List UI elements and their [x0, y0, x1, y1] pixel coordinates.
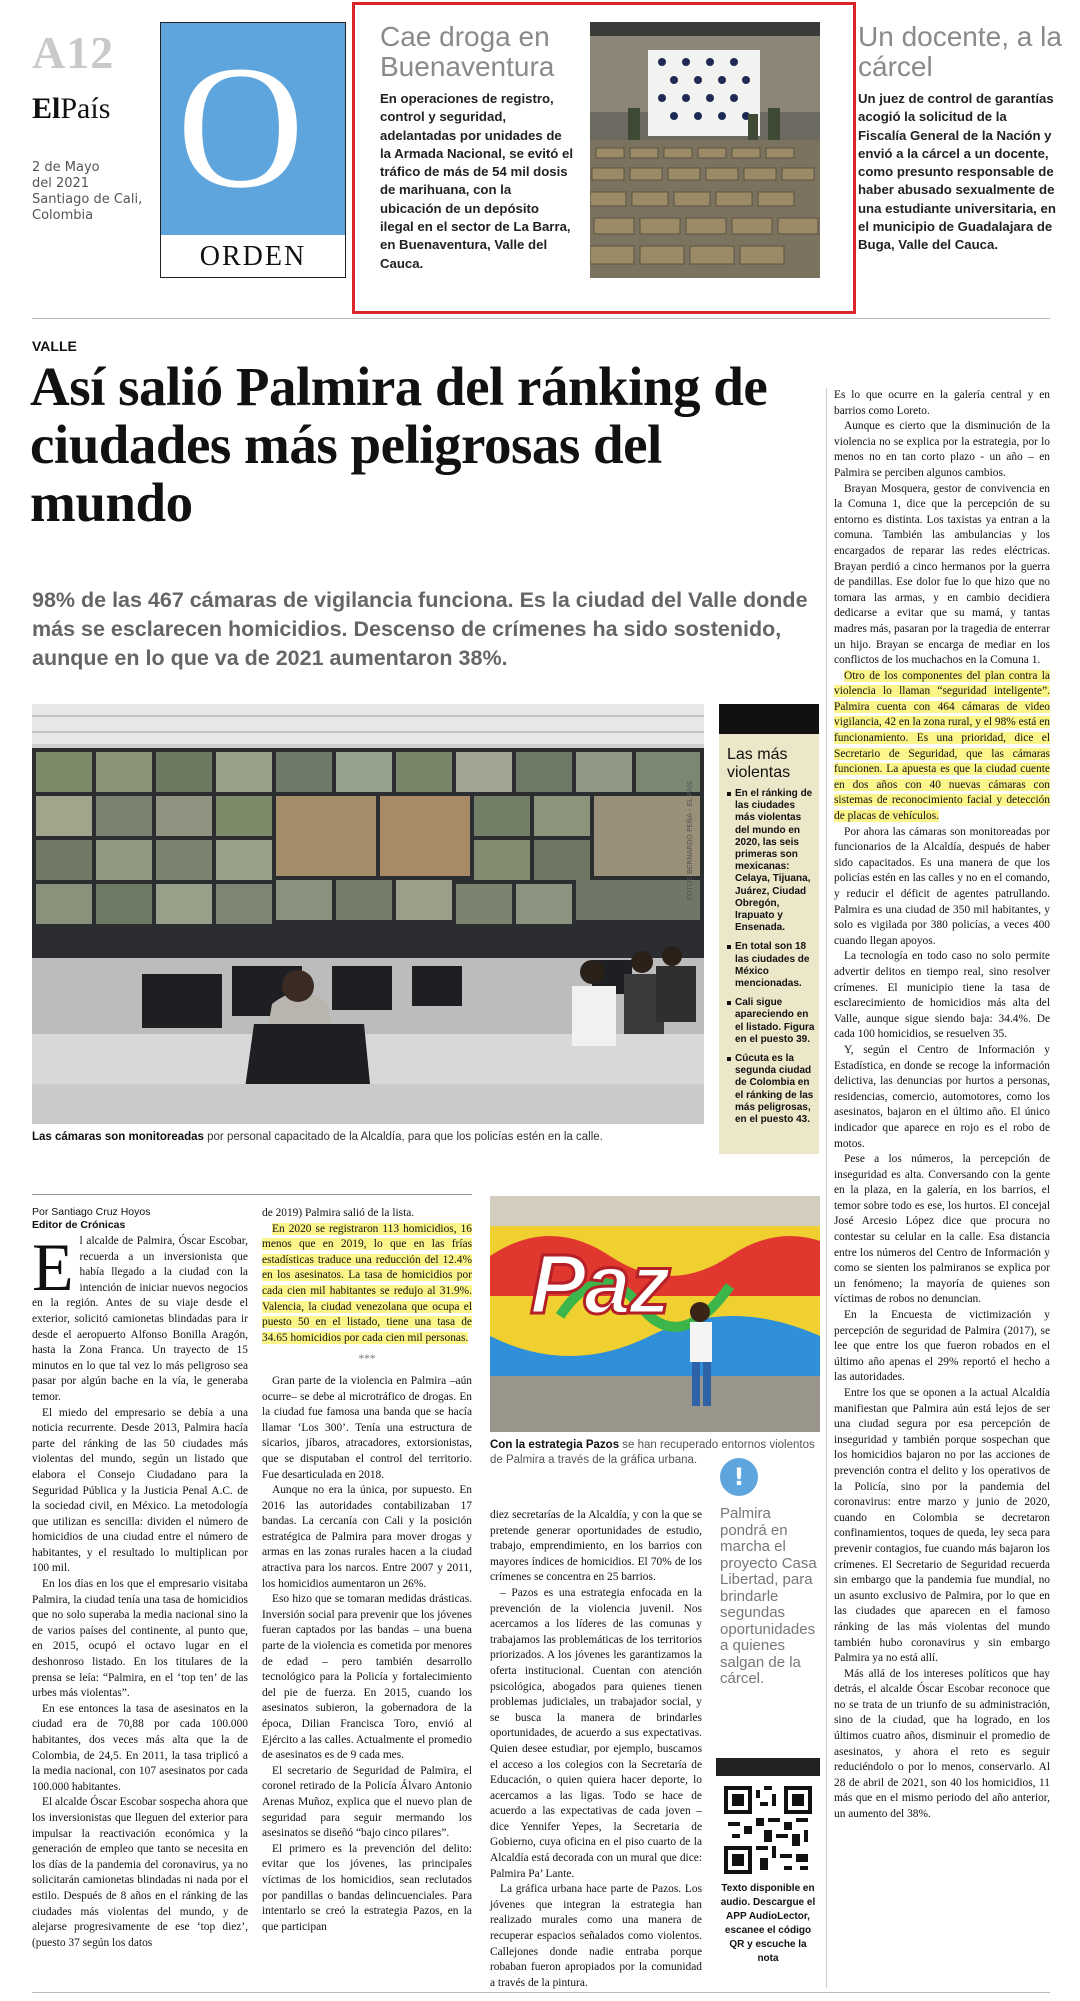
paragraph — [262, 1222, 472, 1347]
byline-role: Editor de Crónicas — [32, 1219, 126, 1231]
sidebar-item: Cúcuta es la segunda ciudad de Colombia en el ránking de las más peligrosas, en el puesto 43. — [727, 1053, 817, 1126]
separator: *** — [358, 1353, 376, 1366]
caption-text: se han recuperado entornos violentos de Palmira a través de la gráfica urbana. — [490, 1439, 815, 1466]
article-kicker: VALLE — [32, 338, 77, 354]
brief-title: Cae droga en Buenaventura — [380, 21, 555, 82]
brief-body: En operaciones de registro, control y seguridad, adelantadas por unidades de la Armada Nacional, se evitó el tráfico de más de 54 mil dosis de marihuana, con la ubicación de un depósito ilegal en el sector de La Barra, en Buenaventura, Valle del Cauca. — [380, 91, 574, 271]
drop-cap: E — [32, 1229, 74, 1305]
paragraph: El alcalde Óscar Escobar sospecha ahora que los inversionistas que lleguen del exterior para impulsar la reactivación económica y la generación de empleo que tanto se necesita en los días de la pandemia del coronavirus, ya no solicitarán camionetas blindadas ni nada por el estilo. Después de 8 años en el ránking de las ciudades más violentas del mundo, y de alejarse progresivamente de ese ‘top diez’, (puesto 37 según los datos — [32, 1796, 248, 1949]
paragraph: En los días en los que el empresario visitaba Palmira, la ciudad tenía una tasa de homicidios que no solo superaba la media nacional sino la de varios países del continente, al punto que, en 2015, ocupó el octavo lugar en el deshonroso listado. En los titulares de la prensa se leía: “Palmira, en el ‘top ten’ de las urbes más violentas”. — [32, 1578, 248, 1700]
dateline — [32, 160, 152, 224]
audio-qr-box — [716, 1758, 820, 1986]
caption-lead: Las cámaras son monitoreadas — [32, 1131, 204, 1143]
date-line: Colombia — [32, 208, 94, 223]
qr-instructions: Texto disponible en audio. Descargue el APP AudioLector, escanee el código QR y escuche la nota — [720, 1883, 816, 1964]
stats-sidebar — [719, 704, 819, 1154]
brief-title: Un docente, a la cárcel — [858, 21, 1062, 82]
paragraph: En la Encuesta de victimización y percepción de seguridad de Palmira (2017), se lee que entre los que fueron robados en el último año apenas el 29% reportó el hecho a las autoridades. — [834, 1309, 1050, 1384]
newspaper-logo — [32, 92, 110, 126]
paragraph: Eso hizo que se tomaran medidas drásticas. Inversión social para prevenir que los jóvenes fueran captados por las bandas – una buena parte de la violencia es cometida por menores de edad – pero también desarrollo tecnológico para la Policía y fortalecimiento del pie de fuerza. En 2015, cuando los asesinatos subieron, la gobernadora de la época, Dilian Francisca Toro, envió al Ejército a las calles. Actualmente el promedio de asesinatos es de 9 cada mes. — [262, 1593, 472, 1762]
pull-quote — [716, 1456, 820, 1706]
article-headline: Así salió Palmira del ránking de ciudades más peligrosas del mundo — [30, 356, 768, 533]
paragraph: Gran parte de la violencia en Palmira –aún ocurre– se debe al microtráfico de drogas. En la ciudad fue famosa una banda que se hacía llamar ‘Los 300’. Tenía una estructura de sicarios, jíbaros, atracadores, extorsionistas, que se disputaban el control del territorio. Fue desarticulada en 2018. — [262, 1374, 472, 1481]
sidebar-item: En el ránking de las ciudades más violentas del mundo en 2020, las seis primeras son mexicanas: Celaya, Tijuana, Juárez, Ciudad Obregón, Irapuato y Ensenada. — [727, 788, 817, 934]
paragraph: Aunque no era la única, por supuesto. En 2016 las autoridades contabilizaban 17 bandas. La cercanía con Cali y la posición estratégica de Palmira para mover drogas y armas en las zonas rurales hacen a la ciudad atractiva para los narcos. Entre 2007 y 2011, los homicidios aumentaron un 26%. — [262, 1484, 472, 1590]
footer-divider — [32, 1992, 1050, 1993]
graffiti-word: Paz — [530, 1237, 669, 1331]
paragraph: Brayan Mosquera, gestor de convivencia en la Comuna 1, dice que la percepción de su entorno es distinta. Los taxistas ya entran a la comuna. También las ambulancias y los encargados de reparar las redes eléctricas. Brayan perdió a cinco hermanos por la guerra de pandillas. Ese dolor fue lo que hizo que no tomara las armas, y en cambio decidiera dedicarse a evitar que su mamá, y tantas madres más, pasaran por la tragedia de enterrar un hijo. Brayan se encarga de mediar en los conflictos de los muchachos en la Comuna 1. — [834, 482, 1050, 667]
article-column-3 — [490, 1508, 702, 1991]
date-line: Santiago de Cali, — [32, 192, 143, 207]
paragraph: de 2019) Palmira salió de la lista. — [262, 1207, 415, 1219]
brief-body: Un juez de control de garantías acogió la solicitud de la Fiscalía General de la Nación y envió a la cárcel a un docente, como presunto responsable de haber abusado sexualmente de una estudiante universitaria, en el municipio de Guadalajara de Buga, Valle del Cauca. — [858, 91, 1056, 253]
paragraph: El primero es la prevención del delito: evitar que los jóvenes, las principales víctimas de los homicidios, sean reclutados por pandillas o bandas delincuenciales. Para intentarlo se creó la estrategia Pazos, en la que participan — [262, 1842, 472, 1933]
drug-seizure-photo — [590, 22, 820, 278]
paragraph: Es lo que ocurre en la galería central y en barrios como Loreto. — [834, 389, 1050, 417]
paragraph: Pese a los números, la percepción de inseguridad es alta. Conversando con la gente en la plaza, en la galería, en los barrios, el temor sobre todo es ese, los hurtos. El concejal José Arcesio López dice que procura no contestar su celular en la calle. Esa distancia entre los números del Centro de Información y como se sienten los palmiranos se explica por un fenómeno; la mayoría de quienes son víctimas de robos no denuncian. — [834, 1153, 1050, 1306]
paragraph: Por ahora las cámaras son monitoreadas por funcionarios de la Alcaldía, después de haber sido capacitados. Es una manera de que los policías estén en las calles y no en el comando, y reducir el déficit de agentes patrullando. Palmira es una ciudad de 350 mil habitantes, y solo es vigilada por 380 policías, a veces 400 cuando llegan apoyos. — [834, 825, 1050, 947]
logo-el: El — [32, 92, 61, 125]
article-column-1 — [32, 1229, 248, 1951]
pull-quote-text: Palmira pondrá en marcha el proyecto Casa Libertad, para brindarle segundas oportunidades a quienes salgan de la cárcel. — [720, 1505, 817, 1687]
sidebar-item: Cali sigue apareciendo en el listado. Figura en el puesto 39. — [727, 997, 817, 1046]
photo-caption — [32, 1130, 732, 1145]
qr-code-icon[interactable] — [724, 1786, 812, 1874]
paragraph: El alcalde de Palmira, Óscar Escobar, recuerda a un inversionista que había llegado a la ciudad con la intención de iniciar nuevos negocios en la región. Antes de su viaje desde el exterior, solicitó camionetas blindadas para ir desde el aeropuerto Alfonso Bonilla Aragón, hasta la Zona Franca. Un trayecto de 15 minutos en lo que tal vez lo más peligroso sea pasar por algún bache en la vía, le generaba temor. — [32, 1229, 248, 1403]
paragraph: La tecnología en todo caso no solo permite advertir delitos en tiempo real, sino resolver crímenes. El municipio tiene la tasa de esclarecimiento de homicidios más alta del Valle, aunque sigue siendo baja: 34.4%. De cada 100 homicidios, se resuelven 35. — [834, 950, 1050, 1041]
header-divider — [32, 318, 1050, 319]
article-deck: 98% de las 467 cámaras de vigilancia funciona. Es la ciudad del Valle donde más se esclarecen homicidios. Descenso de crímenes ha sido sostenido, aunque en lo que va de 2021 aumentaron 38%. — [32, 588, 808, 670]
paragraph: La gráfica urbana hace parte de Pazos. Los jóvenes que integran la estrategia han realizado murales como una manera de recuperar espacios señalados como violentos. Callejones donde nadie entraba porque robaban fueron apropiados por la comunidad a través de la pintura. — [490, 1883, 702, 1989]
caption-lead: Con la estrategia Pazos — [490, 1439, 620, 1451]
column-rule — [826, 388, 827, 1988]
highlighted-text: En 2020 se registraron 113 homicidios, 16 menos que en 2019, lo que en las frías estadísticas traduce una reducción del 12.4% en los asesinatos. La tasa de homicidios por cada cien mil habitantes se redujo al 31.9%. Valencia, la ciudad venezolana que ocupa el puesto 50 en el listado, tiene una tasa de 34.65 homicidios por cada cien mil personas. — [262, 1222, 472, 1344]
sidebar-title: Las más violentas — [727, 746, 791, 781]
article-column-4 — [834, 388, 1050, 1823]
article-column-2 — [262, 1206, 472, 1935]
paragraph — [834, 669, 1050, 825]
paragraph: – Pazos es una estrategia enfocada en la prevención de la violencia juvenil. Nos acercamos a los líderes de las comunas y trabajamos las problemáticas de los territorios priorizados. A los jóvenes les garantizamos la oferta institucional. Cuentan con atención psicológica, abogados para quienes tienen problemas judiciales, un trabajador social, y se busca la manera de brindarles oportunidades, de acuerdo a sus expectativas. Quien desee estudiar, por ejemplo, buscamos el acceso a los colegios con la Secretaría de Educación, o quien quiera hacer deporte, lo acercamos a las ligas. Todo se hace de acuerdo a las expectativas de cada joven – dice Yennifer Yepes, la Secretaria de Gobierno, cuya oficina en el piso cuarto de la Alcaldía está decorada con un mural que dice: Palmira Pa’ Lante. — [490, 1586, 702, 1880]
paragraph: diez secretarías de la Alcaldía, y con la que se pretende generar oportunidades de estudio, trabajo, emprendimiento, en los barrios con mayores índices de homicidios. El 70% de los crímenes se concentra en 25 barrios. — [490, 1509, 702, 1584]
paragraph: Y, según el Centro de Información y Estadística, en donde se recoge la información delictiva, las denuncias por hurtos a personas, residencias, comercio, automotores, como los asesinatos, bajaron en el último año. El único indicador que aparece en rojo es el robo de motos. — [834, 1043, 1050, 1150]
section-word: ORDEN — [199, 241, 307, 272]
sidebar-list — [727, 788, 817, 1133]
section-logo — [160, 22, 346, 278]
caption-text: por personal capacitado de la Alcaldía, para que los policías estén en la calle. — [203, 1131, 603, 1143]
logo-pais: País — [60, 92, 111, 125]
paragraph: El miedo del empresario se debía a una noticia recurrente. Desde 2013, Palmira hacía parte del ránking de las 50 ciudades más violentas del mundo, según un listado que elabora el Consejo Ciudadano para la Seguridad Pública y la Justicia Penal A.C. de la sociedad civil, en México. La metodología que utilizan es sencilla: dividen el número de homicidios de una ciudad entre el número de habitantes, y el resultado lo multiplican por 100 mil. — [32, 1406, 248, 1575]
highlighted-text: Otro de los componentes del plan contra la violencia lo llaman “seguridad inteligente”. Palmira cuenta con 464 cámaras de video vigilancia, 42 en la zona rural, y el 98% está en funcionamiento. Es una prioridad, dice el Secretario de Seguridad, que las cámaras funcionen. La apuesta es que la ciudad cuente en dos años con 40 nuevas cámaras con sistemas de reconocimiento facial y detección de placas de vehículos. — [834, 669, 1050, 823]
control-room-photo — [32, 704, 704, 1124]
byline-author: Por Santiago Cruz Hoyos — [32, 1206, 151, 1218]
date-line: del 2021 — [32, 176, 90, 191]
sidebar-item: En total son 18 las ciudades de México mencionadas. — [727, 941, 817, 990]
paragraph: Aunque es cierto que la disminución de la violencia no se explica por la estrategia, por lo menos no en tan corto plazo - un año – en Palmira se perciben algunos cambios. — [834, 420, 1050, 479]
paragraph: El secretario de Seguridad de Palmira, el coronel retirado de la Policía Álvaro Antonio Arenas Muñoz, explica que el nuevo plan de seguridad para seguir mermando los asesinatos se diseñó “bajo cinco pilares”. — [262, 1764, 472, 1840]
sidebar-topbar — [719, 704, 819, 734]
paragraph: Entre los que se oponen a la actual Alcaldía manifiestan que Palmira aún está lejos de ser una ciudad segura por esa percepción de inseguridad y también porque sospechan que los homicidios bajaron no por las acciones de prevención contra el delito y los operativos de la Policía, sino por la pandemia del coronavirus: entre marzo y junio de 2020, cuando en Colombia se decretaron confinamientos, toques de queda, ley seca para prevenir contagios, fue cuando más bajaron los crímenes. El Secretario de Seguridad recuerda sin embargo que la pandemia fue mundial, no un asunto exclusivo de Palmira, por lo que en las ciudades que aparecen en el famoso ránking de las más violentas del mundo también hubo coronavirus y sin embargo Palmira ya no está allí. — [834, 1387, 1050, 1665]
body-divider — [32, 1194, 472, 1195]
exclamation-icon: ! — [720, 1458, 758, 1496]
qr-topbar — [716, 1758, 820, 1776]
section-letter: O — [177, 30, 305, 225]
page-number: A12 — [32, 27, 115, 78]
paragraph: En ese entonces la tasa de asesinatos en la ciudad era de 70,88 por cada 100.000 habitantes, dos veces más alta que la de Colombia, de 24,5. En 2011, la tasa triplicó a la media nacional, con 107 asesinatos por cada 100.000 habitantes. — [32, 1702, 248, 1793]
paragraph: Más allá de los intereses políticos que hay detrás, el alcalde Óscar Escobar reconoce que no se trata de un triunfo de su administración, sino de la ciudad, que ha logrado, en los últimos cuatro años, disminuir el promedio de asesinatos, y ahora el reto es seguir reduciéndolo o por lo menos, conservarlo. Al 28 de abril de 2021, son 40 los homicidios, 11 más que en el mismo periodo del año anterior, un aumento del 38%. — [834, 1667, 1050, 1821]
graffiti-photo — [490, 1196, 820, 1432]
photo-credit: FOTOS BERNARDO PEÑA - EL PAÍS — [686, 780, 694, 900]
date-line: 2 de Mayo — [32, 160, 100, 175]
